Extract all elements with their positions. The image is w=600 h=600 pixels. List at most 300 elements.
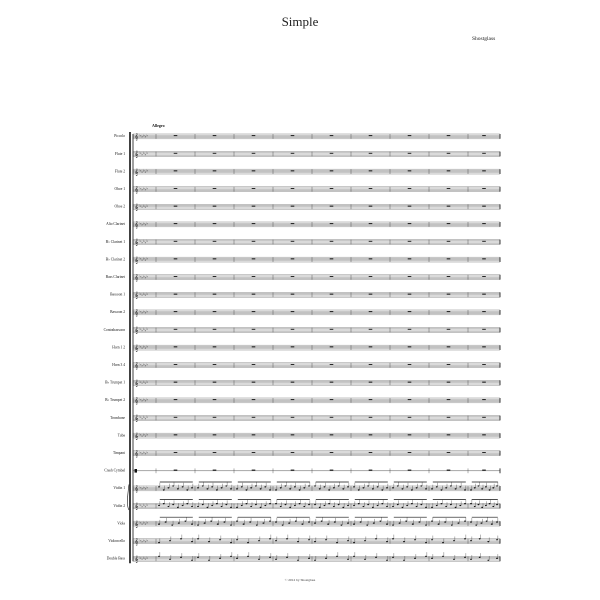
note-head	[258, 559, 260, 560]
note-head	[475, 524, 477, 525]
flat-icon: ♭	[139, 485, 142, 490]
note-head	[455, 507, 457, 508]
flat-icon: ♭	[139, 186, 142, 191]
whole-rest	[213, 452, 217, 453]
whole-rest	[482, 417, 486, 418]
instrument-label: B♭ Trumpet 2	[105, 398, 125, 403]
whole-rest	[369, 153, 373, 154]
note-head	[158, 542, 160, 543]
whole-rest	[408, 470, 412, 471]
flat-icon: ♭	[141, 381, 143, 386]
flat-icon: ♭	[144, 187, 147, 192]
note-head	[314, 485, 316, 486]
note-head	[338, 504, 340, 505]
flat-icon: ♭	[139, 344, 142, 349]
flat-icon: ♭	[141, 134, 143, 139]
staff-5	[106, 221, 500, 229]
note-head	[172, 504, 174, 505]
clef-icon: 𝄞	[134, 343, 139, 352]
staff-17	[118, 432, 500, 440]
clef-icon: 𝄞	[134, 255, 139, 264]
staff-18	[113, 449, 500, 457]
flat-icon: ♭	[142, 415, 145, 420]
note-head	[286, 557, 288, 558]
flat-icon: ♭	[142, 133, 145, 138]
note-head	[236, 539, 238, 540]
whole-rest	[369, 241, 373, 242]
flat-icon: ♭	[141, 486, 143, 491]
note-head	[464, 538, 466, 539]
clef-icon: 𝄞	[134, 220, 139, 229]
whole-rest	[369, 417, 373, 418]
note-head	[411, 489, 413, 490]
whole-rest	[447, 434, 451, 435]
note-head	[414, 558, 416, 559]
flat-icon: ♭	[146, 327, 149, 332]
whole-rest	[369, 258, 373, 259]
flat-icon: ♭	[146, 485, 149, 490]
instrument-label: Double Bass	[106, 556, 125, 561]
note-head	[236, 558, 238, 559]
note-head	[485, 486, 487, 487]
whole-rest	[369, 382, 373, 383]
note-head	[405, 521, 407, 522]
note-head	[436, 486, 438, 487]
note-head	[285, 485, 287, 486]
flat-icon: ♭	[144, 416, 147, 421]
flat-icon: ♭	[146, 133, 149, 138]
flat-icon: ♭	[144, 205, 147, 210]
note-head	[225, 485, 227, 486]
note-head	[211, 486, 213, 487]
whole-rest	[408, 258, 412, 259]
note-head	[496, 522, 498, 523]
flat-icon: ♭	[141, 310, 143, 315]
whole-rest	[291, 434, 295, 435]
whole-rest	[369, 135, 373, 136]
note-head	[386, 487, 388, 488]
whole-rest	[174, 417, 178, 418]
note-head	[416, 506, 418, 507]
note-head	[182, 486, 184, 487]
flat-icon: ♭	[142, 274, 145, 279]
whole-rest	[447, 364, 451, 365]
flat-icon: ♭	[139, 203, 142, 208]
clef-icon: 𝄞	[134, 414, 139, 423]
note-head	[347, 559, 349, 560]
whole-rest	[213, 294, 217, 295]
note-head	[496, 485, 498, 486]
flat-icon: ♭	[141, 187, 143, 192]
note-head	[224, 522, 226, 523]
note-head	[269, 521, 271, 522]
note-head	[420, 485, 422, 486]
instrument-label: Flute 1	[114, 151, 125, 156]
note-head	[289, 488, 291, 489]
whole-rest	[447, 188, 451, 189]
note-head	[338, 485, 340, 486]
whole-rest	[369, 223, 373, 224]
instrument-label: Alto Clarinet	[106, 222, 125, 227]
flat-icon: ♭	[144, 257, 147, 262]
whole-rest	[252, 135, 256, 136]
whole-rest	[252, 329, 256, 330]
note-head	[486, 521, 488, 522]
note-head	[182, 505, 184, 506]
whole-rest	[174, 399, 178, 400]
whole-rest	[330, 417, 334, 418]
flat-icon: ♭	[146, 450, 149, 455]
note-head	[487, 560, 489, 561]
whole-rest	[447, 258, 451, 259]
flat-icon: ♭	[146, 555, 149, 560]
note-head	[211, 505, 213, 506]
note-head	[431, 488, 433, 489]
instrument-label: Oboe 1	[114, 187, 125, 191]
whole-rest	[408, 294, 412, 295]
flat-icon: ♭	[139, 555, 142, 560]
flat-icon: ♭	[142, 203, 145, 208]
whole-rest	[174, 382, 178, 383]
flat-icon: ♭	[139, 256, 142, 261]
whole-rest	[174, 346, 178, 347]
clef-icon: 𝄞	[134, 203, 139, 211]
note-head	[442, 542, 444, 543]
flat-icon: ♭	[144, 134, 147, 139]
whole-rest	[174, 470, 178, 471]
note-head	[416, 487, 418, 488]
whole-rest	[213, 258, 217, 259]
whole-rest	[213, 241, 217, 242]
whole-rest	[291, 329, 295, 330]
note-head	[297, 541, 299, 542]
whole-rest	[482, 241, 486, 242]
whole-rest	[252, 276, 256, 277]
whole-rest	[447, 452, 451, 453]
whole-rest	[213, 382, 217, 383]
flat-icon: ♭	[146, 397, 149, 402]
note-head	[470, 503, 472, 504]
instrument-label: Oboe 2	[114, 204, 125, 209]
whole-rest	[447, 135, 451, 136]
note-head	[191, 506, 193, 507]
note-head	[470, 540, 472, 541]
flat-icon: ♭	[142, 309, 145, 314]
whole-rest	[213, 346, 217, 347]
whole-rest	[252, 241, 256, 242]
whole-rest	[291, 294, 295, 295]
whole-rest	[291, 170, 295, 171]
note-head	[353, 505, 355, 506]
flat-icon: ♭	[139, 450, 142, 455]
whole-rest	[330, 470, 334, 471]
note-head	[324, 505, 326, 506]
whole-rest	[408, 223, 412, 224]
whole-rest	[330, 135, 334, 136]
note-head	[325, 539, 327, 540]
note-head	[260, 507, 262, 508]
note-head	[353, 556, 355, 557]
note-head	[275, 503, 277, 504]
staff-13	[112, 361, 500, 369]
whole-rest	[408, 188, 412, 189]
note-head	[158, 505, 160, 506]
flat-icon: ♭	[144, 310, 147, 315]
note-head	[169, 540, 171, 541]
whole-rest	[213, 206, 217, 207]
note-head	[303, 487, 305, 488]
whole-rest	[408, 170, 412, 171]
staff-8	[106, 273, 500, 281]
instrument-label: Flute 2	[114, 169, 125, 174]
flat-icon: ♭	[139, 520, 142, 525]
note-head	[392, 557, 394, 558]
whole-rest	[482, 188, 486, 189]
note-head	[377, 505, 379, 506]
whole-rest	[408, 135, 412, 136]
whole-rest	[291, 399, 295, 400]
clef-icon: 𝄞	[134, 150, 139, 159]
note-head	[285, 504, 287, 505]
flat-icon: ♭	[144, 293, 147, 298]
whole-rest	[174, 170, 178, 171]
flat-icon: ♭	[139, 309, 142, 314]
note-head	[464, 503, 466, 504]
note-head	[455, 488, 457, 489]
flat-icon: ♭	[139, 415, 142, 420]
whole-rest	[482, 346, 486, 347]
copyright-notice: © 2012 by Shostglass	[284, 578, 316, 582]
whole-rest	[447, 399, 451, 400]
note-head	[230, 556, 232, 557]
note-head	[445, 487, 447, 488]
staff-24	[107, 552, 500, 563]
staff-6	[106, 238, 500, 246]
whole-rest	[174, 188, 178, 189]
note-head	[308, 539, 310, 540]
flat-icon: ♭	[139, 379, 142, 384]
staff-20	[113, 482, 500, 493]
note-head	[158, 523, 160, 524]
staff-21	[113, 499, 500, 510]
clef-icon: 𝄞	[134, 238, 139, 247]
staff-2	[115, 168, 500, 176]
flat-icon: ♭	[146, 186, 149, 191]
instrument-label: Tuba	[117, 433, 125, 438]
whole-rest	[482, 294, 486, 295]
note-head	[216, 503, 218, 504]
whole-rest	[369, 311, 373, 312]
note-head	[169, 559, 171, 560]
whole-rest	[369, 364, 373, 365]
instrument-label: Piccolo	[114, 134, 125, 139]
flat-icon: ♭	[141, 257, 143, 262]
note-head	[453, 559, 455, 560]
note-head	[464, 489, 466, 490]
whole-rest	[330, 382, 334, 383]
flat-icon: ♭	[141, 205, 143, 210]
flat-icon: ♭	[141, 433, 143, 438]
staff-7	[106, 256, 500, 264]
note-head	[186, 503, 188, 504]
note-head	[191, 523, 193, 524]
note-head	[280, 506, 282, 507]
instrument-label: Crash Cymbal	[104, 468, 125, 473]
note-head	[459, 486, 461, 487]
note-head	[474, 506, 476, 507]
whole-rest	[330, 258, 334, 259]
note-head	[197, 538, 199, 539]
note-head	[458, 522, 460, 523]
flat-icon: ♭	[142, 379, 145, 384]
whole-rest	[213, 153, 217, 154]
note-head	[386, 523, 388, 524]
note-head	[366, 524, 368, 525]
instrument-label: Timpani	[112, 451, 125, 455]
note-head	[492, 487, 494, 488]
note-head	[210, 521, 212, 522]
note-head	[247, 556, 249, 557]
note-head	[403, 560, 405, 561]
note-head	[221, 487, 223, 488]
clef-icon: 𝄞	[134, 326, 139, 335]
instrument-label: Horn 1 2	[112, 345, 125, 350]
whole-rest	[447, 170, 451, 171]
note-head	[269, 489, 271, 490]
instrument-label: Trombone	[110, 415, 125, 420]
whole-rest	[330, 241, 334, 242]
note-head	[250, 487, 252, 488]
whole-rest	[213, 135, 217, 136]
clef-icon: 𝄞	[134, 185, 139, 194]
note-head	[314, 504, 316, 505]
note-head	[402, 507, 404, 508]
note-head	[372, 488, 374, 489]
note-head	[358, 489, 360, 490]
note-head	[450, 485, 452, 486]
flat-icon: ♭	[144, 152, 147, 157]
flat-icon: ♭	[144, 504, 147, 509]
note-head	[431, 507, 433, 508]
flat-icon: ♭	[146, 344, 149, 349]
note-head	[489, 489, 491, 490]
note-head	[419, 522, 421, 523]
flat-icon: ♭	[141, 240, 143, 245]
note-head	[353, 486, 355, 487]
note-head	[319, 507, 321, 508]
whole-rest	[408, 206, 412, 207]
instrument-label: Violin 1	[113, 486, 125, 491]
note-head	[347, 486, 349, 487]
flat-icon: ♭	[146, 415, 149, 420]
note-head	[308, 485, 310, 486]
whole-rest	[408, 346, 412, 347]
whole-rest	[291, 311, 295, 312]
flat-icon: ♭	[144, 222, 147, 227]
note-head	[363, 487, 365, 488]
whole-rest	[447, 241, 451, 242]
note-head	[168, 487, 170, 488]
whole-rest	[369, 206, 373, 207]
note-head	[177, 507, 179, 508]
whole-rest	[482, 206, 486, 207]
whole-rest	[408, 434, 412, 435]
whole-rest	[447, 153, 451, 154]
note-head	[479, 557, 481, 558]
note-head	[441, 489, 443, 490]
note-head	[386, 506, 388, 507]
whole-rest	[408, 382, 412, 383]
note-head	[163, 503, 165, 504]
flat-icon: ♭	[142, 503, 145, 508]
note-head	[364, 559, 366, 560]
note-head	[269, 503, 271, 504]
note-head	[336, 542, 338, 543]
whole-rest	[330, 452, 334, 453]
note-head	[406, 486, 408, 487]
whole-rest	[174, 223, 178, 224]
flat-icon: ♭	[141, 345, 143, 350]
whole-rest	[330, 223, 334, 224]
staff-19	[104, 468, 500, 473]
whole-rest	[369, 452, 373, 453]
note-head	[171, 524, 173, 525]
note-head	[185, 521, 187, 522]
note-head	[208, 560, 210, 561]
flat-icon: ♭	[146, 239, 149, 244]
whole-rest	[408, 364, 412, 365]
note-head	[308, 504, 310, 505]
note-head	[319, 488, 321, 489]
note-head	[380, 521, 382, 522]
note-head	[263, 522, 265, 523]
note-head	[353, 523, 355, 524]
whole-rest	[252, 452, 256, 453]
instrument-label: B♭ Clarinet 2	[105, 257, 125, 262]
whole-rest	[447, 470, 451, 471]
whole-rest	[330, 276, 334, 277]
note-head	[464, 557, 466, 558]
note-head	[225, 504, 227, 505]
flat-icon: ♭	[146, 362, 149, 367]
instrument-label: Contrabassoon	[103, 327, 125, 332]
note-head	[347, 505, 349, 506]
whole-rest	[330, 311, 334, 312]
note-head	[386, 560, 388, 561]
note-head	[327, 523, 329, 524]
whole-rest	[369, 399, 373, 400]
note-head	[158, 486, 160, 487]
note-head	[275, 522, 277, 523]
flat-icon: ♭	[142, 186, 145, 191]
note-head	[478, 485, 480, 486]
whole-rest	[369, 434, 373, 435]
staff-23	[108, 535, 500, 546]
note-head	[392, 506, 394, 507]
note-head	[288, 522, 290, 523]
note-head	[297, 560, 299, 561]
flat-icon: ♭	[141, 504, 143, 509]
whole-rest	[408, 241, 412, 242]
whole-rest	[252, 294, 256, 295]
note-head	[246, 489, 248, 490]
whole-rest	[174, 276, 178, 277]
staff-9	[110, 291, 500, 299]
note-head	[481, 522, 483, 523]
note-head	[381, 503, 383, 504]
flat-icon: ♭	[141, 328, 143, 333]
whole-rest	[447, 223, 451, 224]
